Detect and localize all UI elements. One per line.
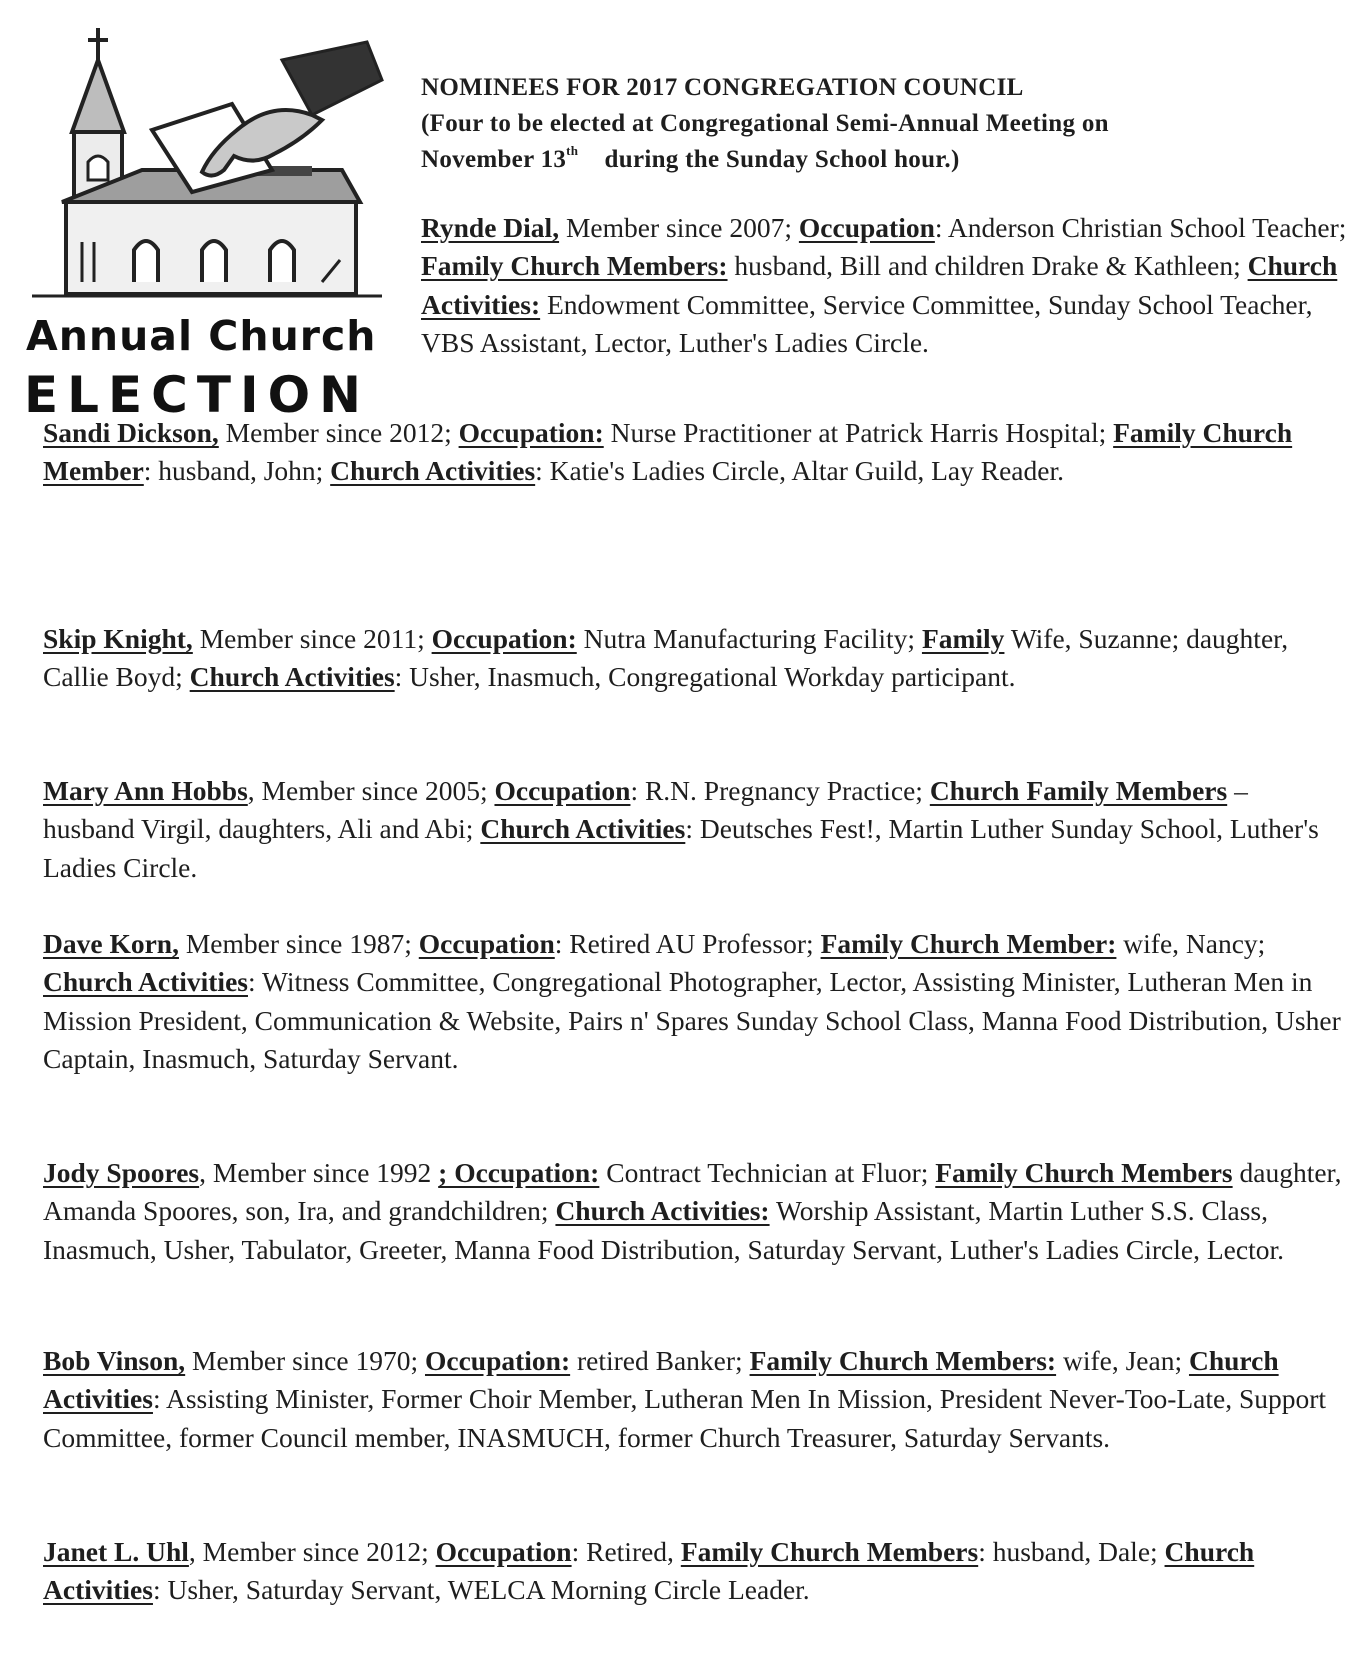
- occupation: Nutra Manufacturing Facility;: [576, 623, 922, 654]
- family-label: Family Church Member:: [820, 928, 1117, 959]
- annual-church-election-logo: [22, 20, 402, 424]
- family-label: Family: [921, 623, 1005, 654]
- family-label: Family Church Members:: [749, 1345, 1057, 1376]
- family-label: Family Church Members: [680, 1536, 979, 1567]
- nominee-skip-knight: [43, 620, 1343, 697]
- nominee-name: Rynde Dial,: [421, 212, 560, 243]
- nominee-rynde-dial: [421, 209, 1351, 363]
- activities: : Deutsches Fest!, Martin Luther Sunday School, Luther's Ladies Circle.: [43, 813, 1319, 883]
- nominee-name: Sandi Dickson,: [43, 417, 219, 448]
- nominee-sandi-dickson: [43, 414, 1343, 491]
- activities-label: Church Activities: [43, 1536, 1255, 1606]
- family: : husband, John;: [143, 455, 331, 487]
- page-subtitle-line1: (Four to be elected at Congregational Semi-Annual Meeting on: [421, 110, 1109, 137]
- nominee-name: Mary Ann Hobbs: [43, 775, 248, 806]
- activities-label: Church Activities: [480, 813, 686, 845]
- occupation: : Anderson Christian School Teacher;: [934, 212, 1347, 243]
- occupation-label: Occupation: [494, 775, 631, 806]
- family: – husband Virgil, daughters, Ali and Abi;: [43, 775, 1248, 845]
- occupation-label: Occupation:: [431, 623, 577, 654]
- family: : husband, Dale;: [978, 1536, 1165, 1567]
- family: husband, Bill and children Drake & Kathleen;: [727, 250, 1248, 282]
- hand-with-ballot-icon: [22, 20, 402, 320]
- page-header: [421, 70, 1341, 178]
- logo-title-line1: Annual Church: [26, 312, 377, 360]
- activities: : Witness Committee, Congregational Photographer, Lector, Assisting Minister, Lutheran Men in Mission President, Communication & Website, Pairs n' Spares Sunday School Class, Manna Food Distribution, Usher Captain, Inasmuch, Saturday Servant.: [43, 966, 1341, 1075]
- activities: Endowment Committee, Service Committee, Sunday School Teacher, VBS Assistant, Lector, Luther's Ladies Circle.: [421, 288, 1313, 359]
- activities-label: Church Activities: [43, 966, 248, 998]
- nominee-name: Jody Spoores: [43, 1157, 200, 1188]
- family: Wife, Suzanne; daughter, Callie Boyd;: [43, 623, 1289, 693]
- member-since: Member since 1970;: [185, 1345, 425, 1376]
- nominee-janet-uhl: [43, 1533, 1343, 1610]
- family-label: Church Family Members: [929, 775, 1228, 806]
- nominee-mary-ann-hobbs: [43, 772, 1343, 887]
- activities-label: Church Activities:: [421, 250, 1338, 320]
- member-since: Member since 1987;: [178, 928, 419, 959]
- activities-label: Church Activities: [189, 661, 395, 693]
- nominee-name: Skip Knight,: [43, 623, 193, 654]
- member-since: Member since 2011;: [192, 623, 432, 654]
- nominee-name: Dave Korn,: [43, 928, 179, 959]
- activities: : Usher, Inasmuch, Congregational Workday participant.: [394, 661, 1016, 693]
- occupation-label: ; Occupation:: [438, 1157, 600, 1188]
- activities: : Assisting Minister, Former Choir Member, Lutheran Men In Mission, President Never-Too-Late, Support Committee, former Council member, INASMUCH, former Church Treasurer, Saturday Servants.: [43, 1383, 1327, 1453]
- family-label: Family Church Member: [43, 417, 1293, 487]
- nominee-name: Janet L. Uhl: [43, 1536, 189, 1567]
- meeting-time: during the Sunday School hour.): [604, 146, 960, 173]
- family-label: Family Church Members:: [421, 250, 728, 282]
- date-suffix: th: [566, 143, 579, 158]
- activities-label: Church Activities: [330, 455, 536, 487]
- nominee-bob-vinson: [43, 1342, 1343, 1457]
- occupation: Nurse Practitioner at Patrick Harris Hospital;: [603, 417, 1114, 448]
- occupation: : Retired,: [571, 1536, 681, 1567]
- family: wife, Nancy;: [1116, 928, 1266, 959]
- activities: : Katie's Ladies Circle, Altar Guild, Lay Reader.: [535, 455, 1064, 487]
- page-subtitle-line2: [421, 142, 1341, 178]
- occupation-label: Occupation: [418, 928, 555, 959]
- nominee-jody-spoores: [43, 1154, 1343, 1269]
- activities-label: Church Activities:: [555, 1195, 770, 1227]
- occupation-label: Occupation: [798, 212, 935, 243]
- member-since: , Member since 2005;: [247, 775, 495, 806]
- family-label: Family Church Members: [935, 1157, 1233, 1188]
- member-since: Member since 2012;: [218, 417, 459, 448]
- occupation: : Retired AU Professor;: [554, 928, 821, 959]
- page-title: NOMINEES FOR 2017 CONGREGATION COUNCIL: [421, 74, 1024, 101]
- activities: : Usher, Saturday Servant, WELCA Morning Circle Leader.: [152, 1574, 810, 1606]
- occupation: retired Banker;: [570, 1345, 750, 1376]
- occupation-label: Occupation:: [458, 417, 604, 448]
- occupation-label: Occupation:: [424, 1345, 571, 1376]
- member-since: Member since 2007;: [559, 212, 799, 243]
- logo-title-line2: ELECTION: [24, 366, 370, 424]
- member-since: , Member since 1992: [199, 1157, 439, 1188]
- meeting-date: November 13: [421, 146, 567, 173]
- occupation: Contract Technician at Fluor;: [599, 1157, 936, 1188]
- nominee-dave-korn: [43, 925, 1343, 1079]
- nominee-name: Bob Vinson,: [43, 1345, 186, 1376]
- activities-label: Church Activities: [43, 1345, 1279, 1415]
- activities: Worship Assistant, Martin Luther S.S. Class, Inasmuch, Usher, Tabulator, Greeter, Manna Food Distribution, Saturday Servant, Luther's Ladies Circle, Lector.: [43, 1195, 1284, 1265]
- family: daughter, Amanda Spoores, son, Ira, and grandchildren;: [43, 1157, 1342, 1227]
- occupation: : R.N. Pregnancy Practice;: [630, 775, 930, 806]
- family: wife, Jean;: [1056, 1345, 1189, 1376]
- member-since: , Member since 2012;: [188, 1536, 436, 1567]
- occupation-label: Occupation: [435, 1536, 572, 1567]
